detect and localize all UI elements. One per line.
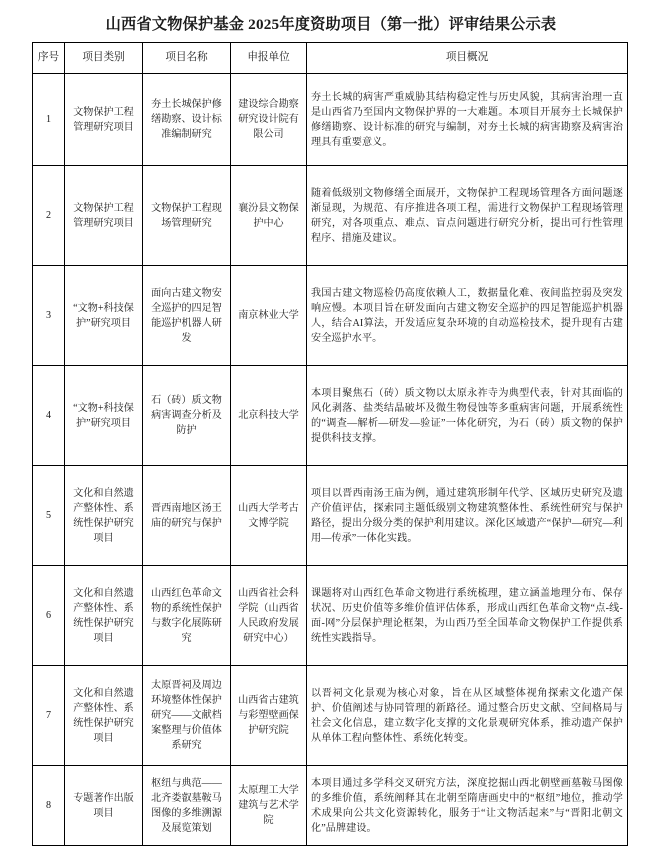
cell-name: 文物保护工程现场管理研究 bbox=[143, 166, 231, 266]
table-row bbox=[33, 266, 628, 366]
cell-unit: 山西省社会科学院（山西省人民政府发展研究中心） bbox=[231, 566, 307, 666]
cell-description: 本项目聚焦石（砖）质文物以太原永祚寺为典型代表，针对其面临的风化剥落、盐类结晶破坏及微生物侵蚀等多重病害问题，开展系统性的“调查—解析—研发—验证”一体化研究，为石（砖）质文物的保护提供科技支撑。 bbox=[307, 366, 628, 466]
column-header-description: 项目概况 bbox=[307, 43, 628, 74]
cell-name: 太原晋祠及周边环境整体性保护研究——文献档案整理与价值体系研究 bbox=[143, 666, 231, 766]
cell-name: 面向古建文物安全巡护的四足智能巡护机器人研发 bbox=[143, 266, 231, 366]
page-title: 山西省文物保护基金 2025年度资助项目（第一批）评审结果公示表 bbox=[105, 16, 557, 33]
cell-description: 项目以晋西南汤王庙为例，通过建筑形制年代学、区域历史研究及遗产价值评估，探索同主题低级别文物建筑整体性、系统性研究与保护路径，提出分级分类的保护利用建议。深化区域遗产“保护—研究—利用—传承”一体化实践。 bbox=[307, 466, 628, 566]
table-row bbox=[33, 466, 628, 566]
table-header-row bbox=[33, 43, 628, 74]
cell-unit: 襄汾县文物保护中心 bbox=[231, 166, 307, 266]
cell-description: 以晋祠文化景观为核心对象，旨在从区域整体视角探索文化遗产保护、价值阐述与协同管理的新路径。通过整合历史文献、空间格局与社会文化信息，建立数字化支撑的文化景观研究体系，推动遗产保护从单体工程向整体性、系统化转变。 bbox=[307, 666, 628, 766]
column-header-name: 项目名称 bbox=[143, 43, 231, 74]
cell-name: 山西红色革命文物的系统性保护与数字化展陈研究 bbox=[143, 566, 231, 666]
cell-no: 5 bbox=[33, 466, 65, 566]
cell-no: 8 bbox=[33, 766, 65, 846]
cell-description: 课题将对山西红色革命文物进行系统梳理，建立涵盖地理分布、保存状况、历史价值等多维价值评估体系，形成山西红色革命文物“点-线-面-网”分层保护理论框架，为山西乃至全国革命文物保护工作提供系统性实践指导。 bbox=[307, 566, 628, 666]
cell-category: 文化和自然遗产整体性、系统性保护研究项目 bbox=[65, 666, 143, 766]
cell-unit: 建设综合勘察研究设计院有限公司 bbox=[231, 74, 307, 166]
table-body bbox=[33, 74, 628, 846]
cell-description: 随着低级别文物修缮全面展开，文物保护工程现场管理各方面问题逐渐显现，为规范、有序推进各项工程，需进行文物保护工程现场管理研究，对各项重点、难点、盲点问题进行研究分析，提出可行性管理程序、措施及建议。 bbox=[307, 166, 628, 266]
cell-unit: 北京科技大学 bbox=[231, 366, 307, 466]
cell-category: 文物保护工程管理研究项目 bbox=[65, 74, 143, 166]
cell-category: “文物+科技保护”研究项目 bbox=[65, 366, 143, 466]
cell-unit: 南京林业大学 bbox=[231, 266, 307, 366]
cell-name: 晋西南地区汤王庙的研究与保护 bbox=[143, 466, 231, 566]
review-results-table bbox=[32, 42, 628, 846]
table-row bbox=[33, 666, 628, 766]
cell-no: 1 bbox=[33, 74, 65, 166]
cell-category: 文物保护工程管理研究项目 bbox=[65, 166, 143, 266]
cell-description: 夯土长城的病害严重威胁其结构稳定性与历史风貌，其病害治理一直是山西省乃至国内文物保护界的一大难题。本项目开展夯土长城保护修缮勘察、设计标准的研究与编制，对夯土长城的病害勘察及病害治理具有重要意义。 bbox=[307, 74, 628, 166]
cell-no: 6 bbox=[33, 566, 65, 666]
column-header-no: 序号 bbox=[33, 43, 65, 74]
table-row bbox=[33, 766, 628, 846]
cell-category: “文物+科技保护”研究项目 bbox=[65, 266, 143, 366]
table-row bbox=[33, 366, 628, 466]
cell-unit: 山西省古建筑与彩塑壁画保护研究院 bbox=[231, 666, 307, 766]
cell-no: 4 bbox=[33, 366, 65, 466]
table-row bbox=[33, 166, 628, 266]
cell-name: 石（砖）质文物病害调查分析及防护 bbox=[143, 366, 231, 466]
table-row bbox=[33, 74, 628, 166]
cell-category: 专题著作出版项目 bbox=[65, 766, 143, 846]
cell-no: 3 bbox=[33, 266, 65, 366]
cell-unit: 太原理工大学建筑与艺术学院 bbox=[231, 766, 307, 846]
table-row bbox=[33, 566, 628, 666]
column-header-unit: 申报单位 bbox=[231, 43, 307, 74]
cell-description: 本项目通过多学科交叉研究方法，深度挖掘山西北朝壁画墓鞍马图像的多维价值，系统阐释其在北朝至隋唐画史中的“枢纽”地位，推动学术成果向公共文化资源转化，服务于“让文物活起来”与“晋阳北朝文化”品牌建设。 bbox=[307, 766, 628, 846]
cell-no: 2 bbox=[33, 166, 65, 266]
cell-description: 我国古建文物巡检仍高度依赖人工，数据量化难、夜间监控弱及突发响应慢。本项目旨在研发面向古建文物安全巡护的四足智能巡护机器人，结合AI算法，开发适应复杂环境的自动巡检技术，提升现有古建安全巡护水平。 bbox=[307, 266, 628, 366]
cell-no: 7 bbox=[33, 666, 65, 766]
cell-name: 枢纽与典范——北齐娄叡墓鞍马图像的多维溯源及展览策划 bbox=[143, 766, 231, 846]
cell-name: 夯土长城保护修缮勘察、设计标准编制研究 bbox=[143, 74, 231, 166]
cell-category: 文化和自然遗产整体性、系统性保护研究项目 bbox=[65, 566, 143, 666]
cell-unit: 山西大学考古文博学院 bbox=[231, 466, 307, 566]
table-header bbox=[33, 43, 628, 74]
column-header-category: 项目类别 bbox=[65, 43, 143, 74]
cell-category: 文化和自然遗产整体性、系统性保护研究项目 bbox=[65, 466, 143, 566]
